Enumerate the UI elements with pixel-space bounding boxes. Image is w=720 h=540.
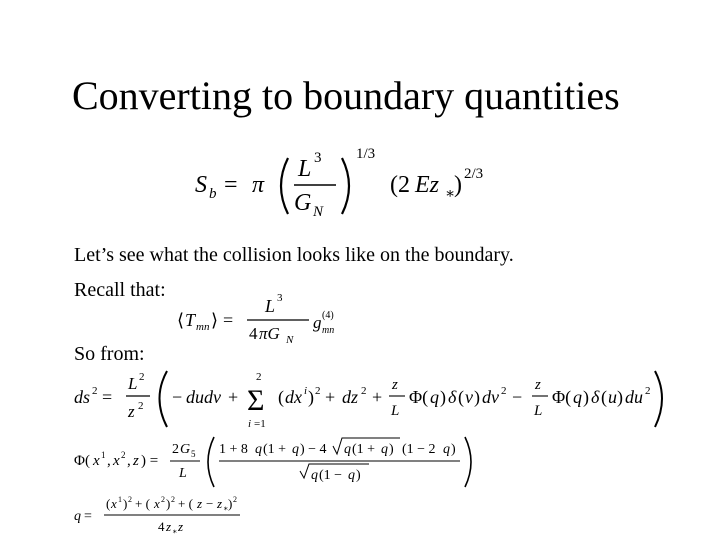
svg-text:x: x xyxy=(111,496,117,511)
svg-text:): ) xyxy=(228,496,233,511)
svg-text:i: i xyxy=(248,418,252,430)
svg-text:=: = xyxy=(84,509,92,524)
svg-text:(1 +: (1 + xyxy=(352,442,376,457)
svg-text:mn: mn xyxy=(322,325,335,336)
svg-text:1 + 8: 1 + 8 xyxy=(219,442,248,457)
svg-text:dudv: dudv xyxy=(186,387,221,407)
svg-text:−: − xyxy=(512,387,523,407)
svg-text:) − 4: ) − 4 xyxy=(300,442,327,457)
svg-text:q: q xyxy=(443,442,450,457)
svg-text:L: L xyxy=(265,296,276,316)
svg-text:): ) xyxy=(454,172,462,198)
text-line-boundary: Let’s see what the collision looks like on the boundary. xyxy=(74,244,514,266)
svg-text:+ (: + ( xyxy=(135,496,150,511)
svg-text:T: T xyxy=(185,310,196,330)
svg-text:g: g xyxy=(313,313,322,332)
svg-text:(: ( xyxy=(458,387,464,407)
svg-text:S: S xyxy=(195,172,207,198)
svg-text:) =: ) = xyxy=(141,453,159,469)
svg-text:−: − xyxy=(172,387,183,407)
svg-text:q: q xyxy=(381,442,388,457)
svg-text:=: = xyxy=(223,310,234,330)
svg-text:2: 2 xyxy=(128,495,132,504)
svg-text:): ) xyxy=(440,387,446,407)
stress-tensor-equation xyxy=(175,288,355,348)
svg-text:L: L xyxy=(179,466,187,481)
svg-text:+: + xyxy=(325,387,336,407)
svg-text:δ: δ xyxy=(591,387,600,407)
svg-text:(1 +: (1 + xyxy=(263,442,287,457)
phi-equation xyxy=(72,434,482,490)
svg-text:N: N xyxy=(286,334,294,346)
svg-text:): ) xyxy=(356,468,361,483)
svg-text:q: q xyxy=(74,509,81,524)
svg-text:π: π xyxy=(252,172,265,198)
svg-text:G: G xyxy=(294,190,312,216)
q-equation xyxy=(72,492,292,538)
svg-text:=1: =1 xyxy=(254,418,266,430)
svg-text:q: q xyxy=(344,442,351,457)
svg-text:): ) xyxy=(308,387,314,407)
svg-text:3: 3 xyxy=(277,292,283,304)
svg-text:mn: mn xyxy=(196,321,210,333)
svg-text:q: q xyxy=(348,468,355,483)
svg-text:): ) xyxy=(389,442,394,457)
svg-text:2: 2 xyxy=(139,371,145,383)
svg-text:2: 2 xyxy=(256,371,262,383)
svg-text:,: , xyxy=(107,453,111,469)
svg-text:2: 2 xyxy=(171,495,175,504)
svg-text:dv: dv xyxy=(482,387,499,407)
text-line-recall: Recall that: xyxy=(74,279,166,301)
svg-text:u: u xyxy=(608,387,617,407)
svg-text:L: L xyxy=(128,374,138,393)
svg-text:2: 2 xyxy=(501,385,507,397)
svg-text:1/3: 1/3 xyxy=(356,146,376,162)
svg-text:2/3: 2/3 xyxy=(464,166,484,182)
svg-text:du: du xyxy=(625,387,643,407)
svg-text:(: ( xyxy=(278,387,284,407)
svg-text:∗: ∗ xyxy=(172,527,178,536)
svg-text:2: 2 xyxy=(233,495,237,504)
svg-text:(4): (4) xyxy=(322,310,334,321)
svg-text:q: q xyxy=(255,442,262,457)
svg-text:z: z xyxy=(535,377,541,393)
svg-text:q: q xyxy=(573,387,582,407)
svg-text:∗: ∗ xyxy=(445,186,456,202)
svg-text:2: 2 xyxy=(361,385,367,397)
svg-text:2: 2 xyxy=(92,385,98,397)
svg-text:(: ( xyxy=(106,496,111,511)
svg-text:4: 4 xyxy=(158,519,165,534)
svg-text:Φ(: Φ( xyxy=(552,387,572,407)
svg-text:L: L xyxy=(298,156,312,182)
svg-text:⟨: ⟨ xyxy=(177,310,185,330)
svg-text:2: 2 xyxy=(645,385,651,397)
entropy-equation xyxy=(190,140,520,230)
svg-text:1: 1 xyxy=(118,495,122,504)
svg-text:2: 2 xyxy=(121,450,126,460)
svg-text:+: + xyxy=(228,387,239,407)
svg-text:): ) xyxy=(617,387,623,407)
svg-text:(1 −: (1 − xyxy=(319,468,343,483)
svg-text:4: 4 xyxy=(249,324,258,343)
svg-text:x: x xyxy=(93,453,100,469)
svg-text:z: z xyxy=(197,496,203,511)
svg-text:): ) xyxy=(166,496,171,511)
svg-text:2: 2 xyxy=(138,400,144,412)
svg-text:x: x xyxy=(154,496,160,511)
svg-text:2: 2 xyxy=(315,385,321,397)
metric-equation xyxy=(72,365,672,435)
svg-text:G: G xyxy=(180,442,191,457)
svg-text:Φ(: Φ( xyxy=(74,453,90,469)
svg-text:=: = xyxy=(224,172,238,198)
svg-text:(1 − 2: (1 − 2 xyxy=(402,442,436,457)
svg-text:L: L xyxy=(534,403,543,419)
svg-text:,: , xyxy=(127,453,131,469)
text-line-so-from: So from: xyxy=(74,343,145,365)
svg-text:z: z xyxy=(166,519,172,534)
svg-text:q: q xyxy=(430,387,439,407)
svg-text:q: q xyxy=(292,442,299,457)
svg-text:dz: dz xyxy=(342,387,359,407)
svg-text:v: v xyxy=(465,387,473,407)
slide-title: Converting to boundary quantities xyxy=(72,73,620,118)
svg-text:): ) xyxy=(451,442,456,457)
svg-text:⟩: ⟩ xyxy=(211,310,219,330)
svg-text:i: i xyxy=(304,385,308,397)
svg-text:Φ(: Φ( xyxy=(409,387,429,407)
svg-text:q: q xyxy=(311,468,318,483)
svg-text:3: 3 xyxy=(314,150,322,166)
svg-text:∗: ∗ xyxy=(223,504,229,513)
svg-text:Ez: Ez xyxy=(415,172,439,198)
svg-text:): ) xyxy=(123,496,128,511)
svg-text:N: N xyxy=(313,204,324,220)
svg-text:2: 2 xyxy=(161,495,165,504)
svg-text:z: z xyxy=(392,377,398,393)
svg-text:): ) xyxy=(474,387,480,407)
svg-text:Σ: Σ xyxy=(247,384,265,417)
svg-text:=: = xyxy=(102,387,113,407)
svg-text:b: b xyxy=(209,186,217,202)
svg-text:δ: δ xyxy=(448,387,457,407)
svg-text:5: 5 xyxy=(191,449,196,459)
svg-text:(: ( xyxy=(601,387,607,407)
svg-text:(2: (2 xyxy=(390,172,410,198)
svg-text:ds: ds xyxy=(74,387,91,407)
svg-text:−: − xyxy=(206,496,214,511)
svg-text:z: z xyxy=(217,496,223,511)
svg-text:2: 2 xyxy=(172,442,179,457)
svg-text:z: z xyxy=(133,453,139,469)
svg-text:z: z xyxy=(178,519,184,534)
svg-text:x: x xyxy=(113,453,120,469)
svg-text:1: 1 xyxy=(101,450,106,460)
svg-text:z: z xyxy=(128,402,135,421)
svg-text:): ) xyxy=(583,387,589,407)
svg-text:+ (: + ( xyxy=(178,496,193,511)
svg-text:πG: πG xyxy=(259,324,280,343)
svg-text:L: L xyxy=(391,403,400,419)
svg-text:+: + xyxy=(372,387,383,407)
svg-text:dx: dx xyxy=(285,387,302,407)
